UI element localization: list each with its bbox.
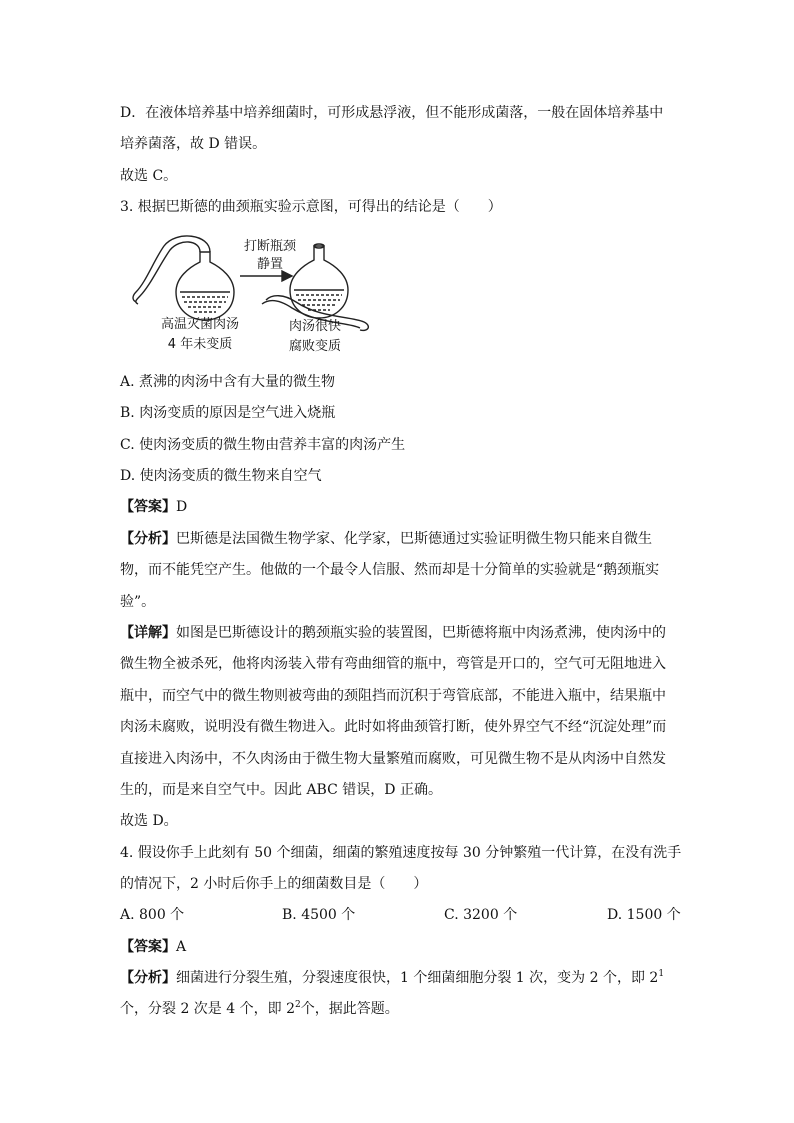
answer-value: D	[176, 499, 188, 515]
text-line: 肉汤未腐败，说明没有微生物进入。此时如将曲颈管打断，使外界空气不经“沉淀处理”而	[120, 719, 667, 735]
detail-line	[120, 623, 680, 643]
analysis-line	[120, 529, 680, 549]
option-d: D. 使肉汤变质的微生物来自空气	[120, 468, 322, 484]
right-flask-caption: 肉汤很快	[288, 319, 341, 334]
swan-neck-flask-figure	[130, 230, 380, 360]
answer-tag: 【答案】	[120, 939, 176, 955]
exponent: 2	[294, 1000, 301, 1010]
text-segment: 个，分裂 2 次是 4 个，即 2	[120, 1001, 295, 1017]
arrow-label-top: 打断瓶颈	[243, 239, 296, 254]
left-flask-icon	[133, 236, 234, 320]
option-b: B. 4500 个	[282, 907, 356, 923]
detail-tag: 【详解】	[120, 625, 176, 641]
question-4-stem: 4. 假设你手上此刻有 50 个细菌，细菌的繁殖速度按每 30 分钟繁殖一代计算，在没有洗手	[120, 845, 682, 861]
text-line	[120, 999, 680, 1019]
analysis-tag: 【分析】	[120, 970, 176, 986]
analysis-text: 细菌进行分裂生殖，分裂速度很快，1 个细菌细胞分裂 1 次，变为 2 个，即 2	[176, 970, 659, 986]
option-c: C. 使肉汤变质的微生物由营养丰富的肉汤产生	[120, 437, 406, 453]
text-segment: 个，据此答题。	[300, 1001, 399, 1017]
text-line: 微生物全被杀死，他将肉汤装入带有弯曲细管的瓶中，弯管是开口的，空气可无阻地进入	[120, 656, 666, 672]
arrow-label-bottom: 静置	[256, 257, 283, 272]
analysis-tag: 【分析】	[120, 531, 176, 547]
analysis-line	[120, 968, 680, 988]
answer-tag: 【答案】	[120, 499, 176, 515]
text-line: 直接进入肉汤中，不久肉汤由于微生物大量繁殖而腐败，可见微生物不是从肉汤中自然发	[120, 751, 666, 767]
option-b: B. 肉汤变质的原因是空气进入烧瓶	[120, 405, 336, 421]
answer-line	[120, 937, 680, 957]
question-3-stem: 3. 根据巴斯德的曲颈瓶实验示意图，可得出的结论是（ ）	[120, 199, 502, 215]
exponent: 1	[658, 969, 665, 979]
text-line: 物，而不能凭空产生。他做的一个最令人信服、然而却是十分简单的实验就是“鹅颈瓶实	[120, 562, 660, 578]
option-d: D. 1500 个	[607, 907, 681, 923]
text-line: 故选 C。	[120, 168, 178, 184]
option-c: C. 3200 个	[444, 907, 518, 923]
text-line: 生的，而是来自空气中。因此 ABC 错误，D 正确。	[120, 782, 442, 798]
detail-text: 如图是巴斯德设计的鹅颈瓶实验的装置图，巴斯德将瓶中肉汤煮沸，使肉汤中的	[176, 625, 666, 641]
left-flask-caption: 4 年未变质	[167, 337, 233, 352]
text-line: 培养菌落，故 D 错误。	[120, 136, 267, 152]
left-flask-caption: 高温灭菌肉汤	[160, 317, 239, 332]
text-line: 瓶中，而空气中的微生物则被弯曲的颈阻挡而沉积于弯管底部，不能进入瓶中，结果瓶中	[120, 688, 666, 704]
analysis-text: 巴斯德是法国微生物学家、化学家，巴斯德通过实验证明微生物只能来自微生	[176, 531, 652, 547]
text-line: 故选 D。	[120, 813, 178, 829]
option-a: A. 800 个	[120, 907, 185, 923]
text-line: D．在液体培养基中培养细菌时，可形成悬浮液，但不能形成菌落，一般在固体培养基中	[120, 105, 664, 121]
right-flask-caption: 腐败变质	[288, 339, 341, 354]
answer-value: A	[176, 939, 187, 955]
option-a: A. 煮沸的肉汤中含有大量的微生物	[120, 374, 336, 390]
text-line: 的情况下，2 小时后你手上的细菌数目是（ ）	[120, 876, 428, 892]
answer-line	[120, 497, 680, 517]
text-line: 验”。	[120, 594, 156, 610]
